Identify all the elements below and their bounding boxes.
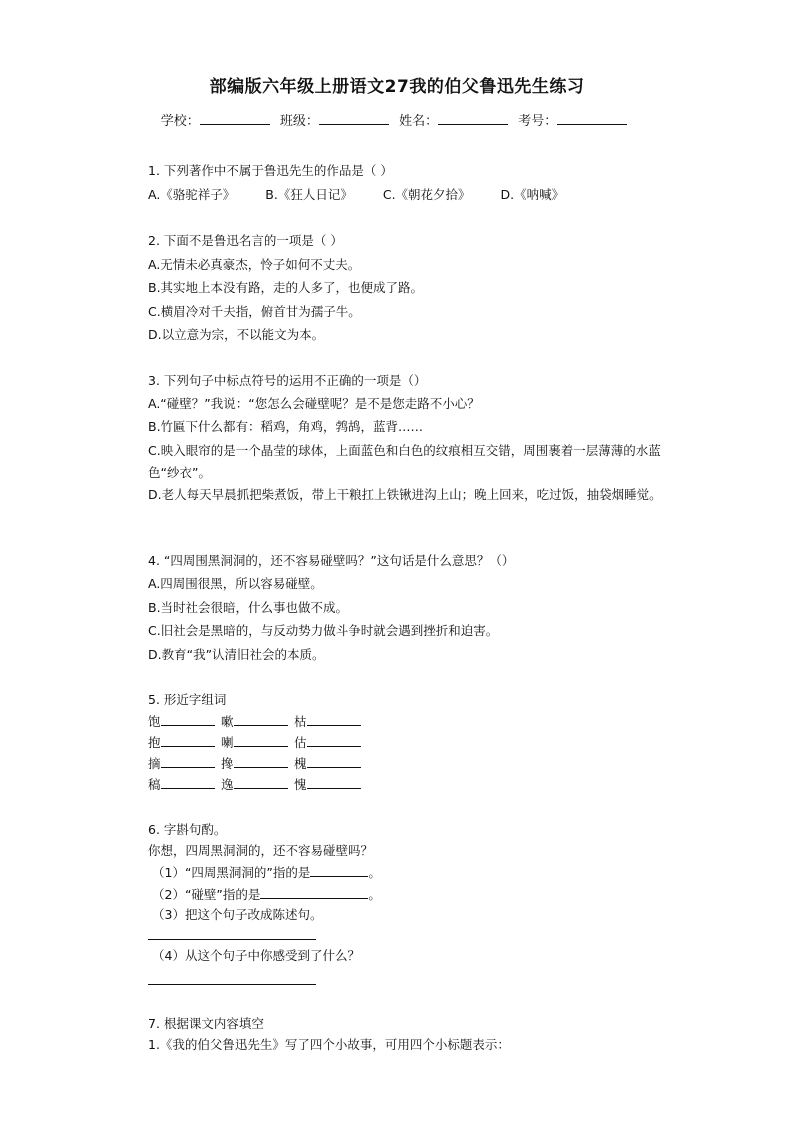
q6-sub3-answer-line[interactable] [148, 939, 316, 940]
q3-option-d[interactable]: D.老人每天早晨抓把柴煮饭，带上干粮扛上铁锹进沟上山；晚上回来，吃过饭，抽袋烟睡觉。 [148, 487, 662, 502]
q3-option-a[interactable]: A.“碰壁？”我说：“您怎么会碰壁呢？是不是您走路不小心？ [148, 396, 480, 411]
q6-sub1-text: （1）“四周黑洞洞的”指的是 [152, 865, 311, 880]
q6-sub1-end: 。 [368, 865, 381, 880]
q6-sub1-blank[interactable] [310, 864, 368, 877]
q5-char: 愧 [294, 777, 307, 792]
q5-char: 嗽 [221, 714, 234, 729]
q5-blank[interactable] [234, 775, 288, 789]
q5-blank[interactable] [161, 775, 215, 789]
q2-option-c[interactable]: C.横眉冷对千夫指，俯首甘为孺子牛。 [148, 304, 361, 319]
class-field[interactable] [319, 112, 389, 125]
q6-sub4: （4）从这个句子中你感受到了什么？ [152, 948, 360, 963]
q3-option-c[interactable]: C.映入眼帘的是一个晶莹的球体，上面蓝色和白色的纹痕相互交错，周围裹着一层薄薄的水蓝色“纱衣”。 [148, 443, 661, 480]
q5-char: 逸 [221, 777, 234, 792]
q5-char: 饱 [148, 714, 161, 729]
q5-blank[interactable] [307, 733, 361, 747]
q7-stem: 7. 根据课文内容填空 [148, 1016, 264, 1031]
q5-row [148, 732, 367, 753]
q3-stem: 3. 下列句子中标点符号的运用不正确的一项是（） [148, 373, 427, 388]
q5-blank[interactable] [234, 754, 288, 768]
q1-option-d[interactable]: D.《呐喊》 [500, 187, 565, 202]
name-label: 姓名： [399, 114, 439, 129]
q5-blank[interactable] [161, 712, 215, 726]
q5-blank[interactable] [307, 712, 361, 726]
q1-option-c[interactable]: C.《朝花夕拾》 [382, 187, 471, 202]
q5-char: 喇 [221, 735, 234, 750]
q2-option-b[interactable]: B.其实地上本没有路，走的人多了，也便成了路。 [148, 280, 424, 295]
q1-option-b[interactable]: B.《狂人日记》 [265, 187, 353, 202]
q7-sub1: 1.《我的伯父鲁迅先生》写了四个小故事，可用四个小标题表示： [148, 1037, 510, 1052]
name-field[interactable] [438, 112, 508, 125]
q6-sub2-end: 。 [368, 887, 381, 902]
q5-char: 槐 [294, 756, 307, 771]
school-label: 学校： [160, 114, 200, 129]
q4-option-c[interactable]: C.旧社会是黑暗的，与反动势力做斗争时就会遇到挫折和迫害。 [148, 623, 499, 638]
q5-char: 摘 [148, 756, 161, 771]
q6-sub4-answer-line[interactable] [148, 984, 316, 985]
student-info-row [0, 110, 794, 129]
q4-stem: 4. “四周围黑洞洞的，还不容易碰壁吗？”这句话是什么意思？（） [148, 553, 515, 568]
q5-row [148, 711, 367, 732]
q5-char: 搀 [221, 756, 234, 771]
q5-blank[interactable] [307, 775, 361, 789]
school-field[interactable] [200, 112, 270, 125]
q4-option-a[interactable]: A.四周围很黑，所以容易碰壁。 [148, 576, 323, 591]
q5-char: 枯 [294, 714, 307, 729]
q5-char: 估 [294, 735, 307, 750]
q5-row [148, 774, 367, 795]
q1-options [148, 185, 590, 205]
q6-sub2-blank[interactable] [260, 886, 368, 899]
q6-sentence: 你想，四周黑洞洞的，还不容易碰壁吗？ [148, 843, 374, 858]
q5-row [148, 753, 367, 774]
q5-char: 稿 [148, 777, 161, 792]
number-label: 考号： [518, 114, 558, 129]
q2-stem: 2. 下面不是鲁迅名言的一项是（ ） [148, 233, 343, 248]
q1-option-a[interactable]: A.《骆驼祥子》 [148, 187, 236, 202]
q5-char: 抱 [148, 735, 161, 750]
q6-stem: 6. 字斟句酌。 [148, 822, 227, 837]
q2-option-a[interactable]: A.无情未必真豪杰，怜子如何不丈夫。 [148, 257, 361, 272]
q5-blank[interactable] [307, 754, 361, 768]
q4-option-b[interactable]: B.当时社会很暗，什么事也做不成。 [148, 600, 349, 615]
q5-blank[interactable] [161, 733, 215, 747]
q6-sub2-text: （2）“碰壁”指的是 [152, 887, 261, 902]
q3-option-b[interactable]: B.竹匾下什么都有：稻鸡，角鸡，鹁鸪，蓝背…… [148, 419, 424, 434]
q5-word-grid [148, 711, 367, 795]
q5-stem: 5. 形近字组词 [148, 692, 227, 707]
q5-blank[interactable] [234, 733, 288, 747]
q5-blank[interactable] [234, 712, 288, 726]
q6-sub2 [152, 885, 381, 905]
page-title: 部编版六年级上册语文27我的伯父鲁迅先生练习 [209, 77, 585, 97]
q4-option-d[interactable]: D.教育“我”认清旧社会的本质。 [148, 647, 325, 662]
q1-stem: 1. 下列著作中不属于鲁迅先生的作品是（ ） [148, 163, 393, 178]
number-field[interactable] [557, 112, 627, 125]
q2-option-d[interactable]: D.以立意为宗，不以能文为本。 [148, 327, 325, 342]
class-label: 班级： [279, 114, 319, 129]
q5-blank[interactable] [161, 754, 215, 768]
q6-sub1 [152, 863, 381, 883]
q6-sub3: （3）把这个句子改成陈述句。 [152, 907, 323, 922]
